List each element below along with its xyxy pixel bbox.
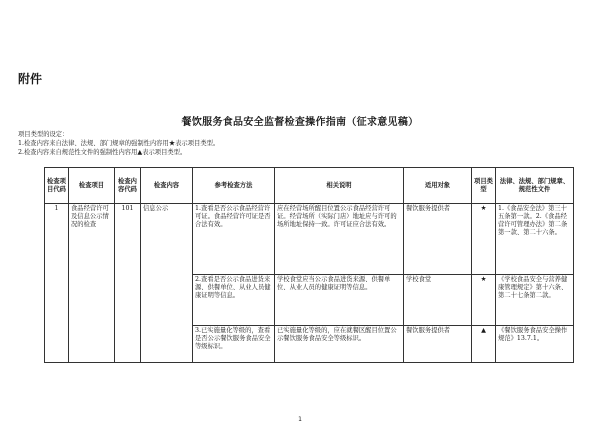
header-content-code: 检查内容代码 bbox=[115, 168, 141, 204]
content-code-cell: 101 bbox=[115, 204, 141, 363]
note-cell: 应在经营场所醒目位置公示食品经营许可证。经营场所（实际门店）地址应与许可的场所地址保持一致。许可证应合法有效。 bbox=[275, 204, 404, 275]
header-content: 检查内容 bbox=[141, 168, 193, 204]
item-name-cell: 食品经营许可及信息公示情况的检查 bbox=[69, 204, 115, 363]
header-item-code: 检查项目代码 bbox=[45, 168, 69, 204]
header-item: 检查项目 bbox=[69, 168, 115, 204]
intro-block bbox=[18, 130, 219, 157]
target-cell: 餐饮服务提供者 bbox=[404, 326, 472, 363]
document-title: 餐饮服务食品安全监督检查操作指南（征求意见稿） bbox=[181, 117, 419, 128]
header-type: 项目类型 bbox=[472, 168, 496, 204]
content-cell: 信息公示 bbox=[141, 204, 193, 363]
header-target: 适用对象 bbox=[404, 168, 472, 204]
intro-rule-2: 2.检查内容来自规范性文件的强制性内容用▲表示项目类型。 bbox=[18, 149, 187, 156]
method-cell: 3.已实施量化等级的，查看是否公示餐饮服务食品安全等级标识。 bbox=[193, 326, 275, 363]
target-cell: 学校食堂 bbox=[404, 275, 472, 326]
note-cell: 已实施量化等级的，应在就餐区醒目位置公示餐饮服务食品安全等级标识。 bbox=[275, 326, 404, 363]
intro-rule-1: 1.检查内容来自法律、法规、部门规章的强制性内容用★表示项目类型。 bbox=[18, 140, 220, 147]
intro-heading: 项目类型的设定： bbox=[18, 131, 69, 138]
page-number: 1 bbox=[298, 416, 302, 423]
law-cell: 《餐饮服务食品安全操作规范》13.7.1。 bbox=[496, 326, 574, 363]
header-law: 法律、法规、部门规章、规范性文件 bbox=[496, 168, 574, 204]
inspection-table bbox=[44, 167, 574, 363]
header-note: 相关说明 bbox=[275, 168, 404, 204]
type-cell: ★ bbox=[472, 275, 496, 326]
method-cell: 2.查看是否公示食品进货来源、供餐单位、从业人员健康证明等信息。 bbox=[193, 275, 275, 326]
target-cell: 餐饮服务提供者 bbox=[404, 204, 472, 275]
header-method: 参考检查方法 bbox=[193, 168, 275, 204]
type-cell: ▲ bbox=[472, 326, 496, 363]
note-cell: 学校食堂应当公示食品进货来源、供餐单位、从业人员的健康证明等信息。 bbox=[275, 275, 404, 326]
attachment-label: 附件 bbox=[18, 72, 43, 86]
type-cell: ★ bbox=[472, 204, 496, 275]
item-code-cell: 1 bbox=[45, 204, 69, 363]
table-header-row bbox=[45, 168, 574, 204]
table-row bbox=[45, 204, 574, 275]
law-cell: 1.《食品安全法》第三十五条第一款。2.《食品经营许可管理办法》第二条第一款、第二十六条。 bbox=[496, 204, 574, 275]
law-cell: 《学校食品安全与营养健康管理规定》第十六条、第二十七条第二款。 bbox=[496, 275, 574, 326]
method-cell: 1.查看是否公示食品经营许可证。食品经营许可证是否合法有效。 bbox=[193, 204, 275, 275]
